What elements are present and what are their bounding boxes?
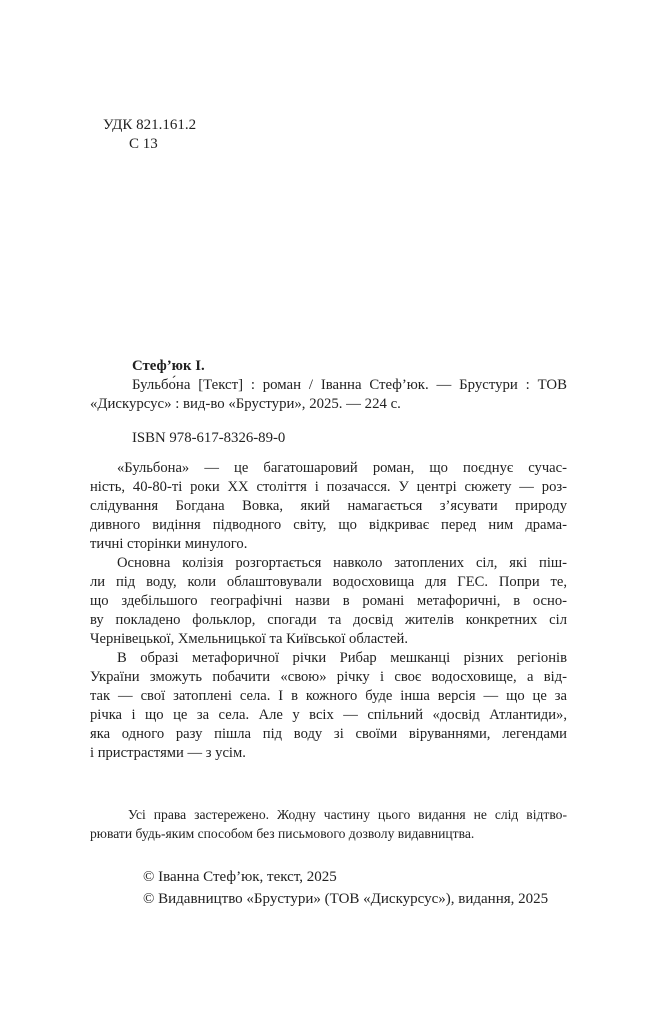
text-line: річка і що це за села. Але у всіх — спільний «досвід Атлантиди», — [90, 707, 567, 723]
bibliographic-record — [90, 357, 567, 414]
annotation-paragraph — [90, 554, 567, 649]
annotation — [90, 459, 567, 763]
text-line: Бульбо́на [Текст] : роман / Іванна Стеф’юк. — Брустури : ТОВ — [132, 377, 567, 393]
text-line: Усі права застережено. Жодну частину цього видання не слід відтво- — [128, 807, 567, 822]
text-line: Чернівецької, Хмельницької та Київської областей. — [90, 631, 408, 647]
text-line: так — свої затоплені села. І в кожного буде інша версія — що це за — [90, 688, 567, 704]
text-line: ву покладено фольклор, спогади та досвід жителів конкретних сіл — [90, 612, 567, 628]
udc-number: УДК 821.161.2 — [103, 117, 197, 133]
text-line: «Бульбона» — це багатошаровий роман, що поєднує сучас- — [117, 460, 567, 476]
text-line: «Дискурсус» : вид-во «Брустури», 2025. — 224 с. — [90, 396, 401, 412]
rights-notice — [90, 806, 567, 843]
udc-block — [103, 116, 196, 154]
text-line: ли під воду, коли облаштовували водосховища для ГЕС. Попри те, — [90, 574, 567, 590]
annotation-paragraph — [90, 459, 567, 554]
text-line: © Видавництво «Брустури» (ТОВ «Дискурсус»), видання, 2025 — [143, 891, 549, 907]
text-line: В образі метафоричної річки Рибар мешканці різних регіонів — [117, 650, 567, 666]
author-heading: Стеф’юк І. — [132, 358, 205, 374]
annotation-paragraph — [90, 649, 567, 763]
text-line: Основна колізія розгортається навколо затоплених сіл, які піш- — [117, 555, 567, 571]
text-line: і пристрастями — з усім. — [90, 745, 246, 761]
text-line: тичні сторінки минулого. — [90, 536, 248, 552]
author-sign: С 13 — [129, 136, 158, 152]
text-line: рювати будь-яким способом без письмового дозволу видавництва. — [90, 825, 475, 841]
isbn: ISBN 978-617-8326-89-0 — [132, 430, 286, 446]
text-line: ність, 40-80-ті роки ХХ століття і позачасся. У центрі сюжету — роз- — [90, 479, 567, 495]
text-line: © Іванна Стеф’юк, текст, 2025 — [143, 869, 337, 885]
copyright-block — [143, 866, 548, 910]
text-line: що здебільшого географічні назви в романі метафоричні, в осно- — [90, 593, 567, 609]
text-line: яка одного разу пішла під воду зі своїми віруваннями, легендами — [90, 726, 567, 742]
text-line: слідування Богдана Вовка, який намагається з’ясувати природу — [90, 498, 567, 514]
biblio-entry — [90, 376, 567, 414]
text-line: України зможуть побачити «свою» річку і своє водосховище, а від- — [90, 669, 567, 685]
text-line: дивного видіння підводного світу, що відкриває перед ним драма- — [90, 517, 567, 533]
